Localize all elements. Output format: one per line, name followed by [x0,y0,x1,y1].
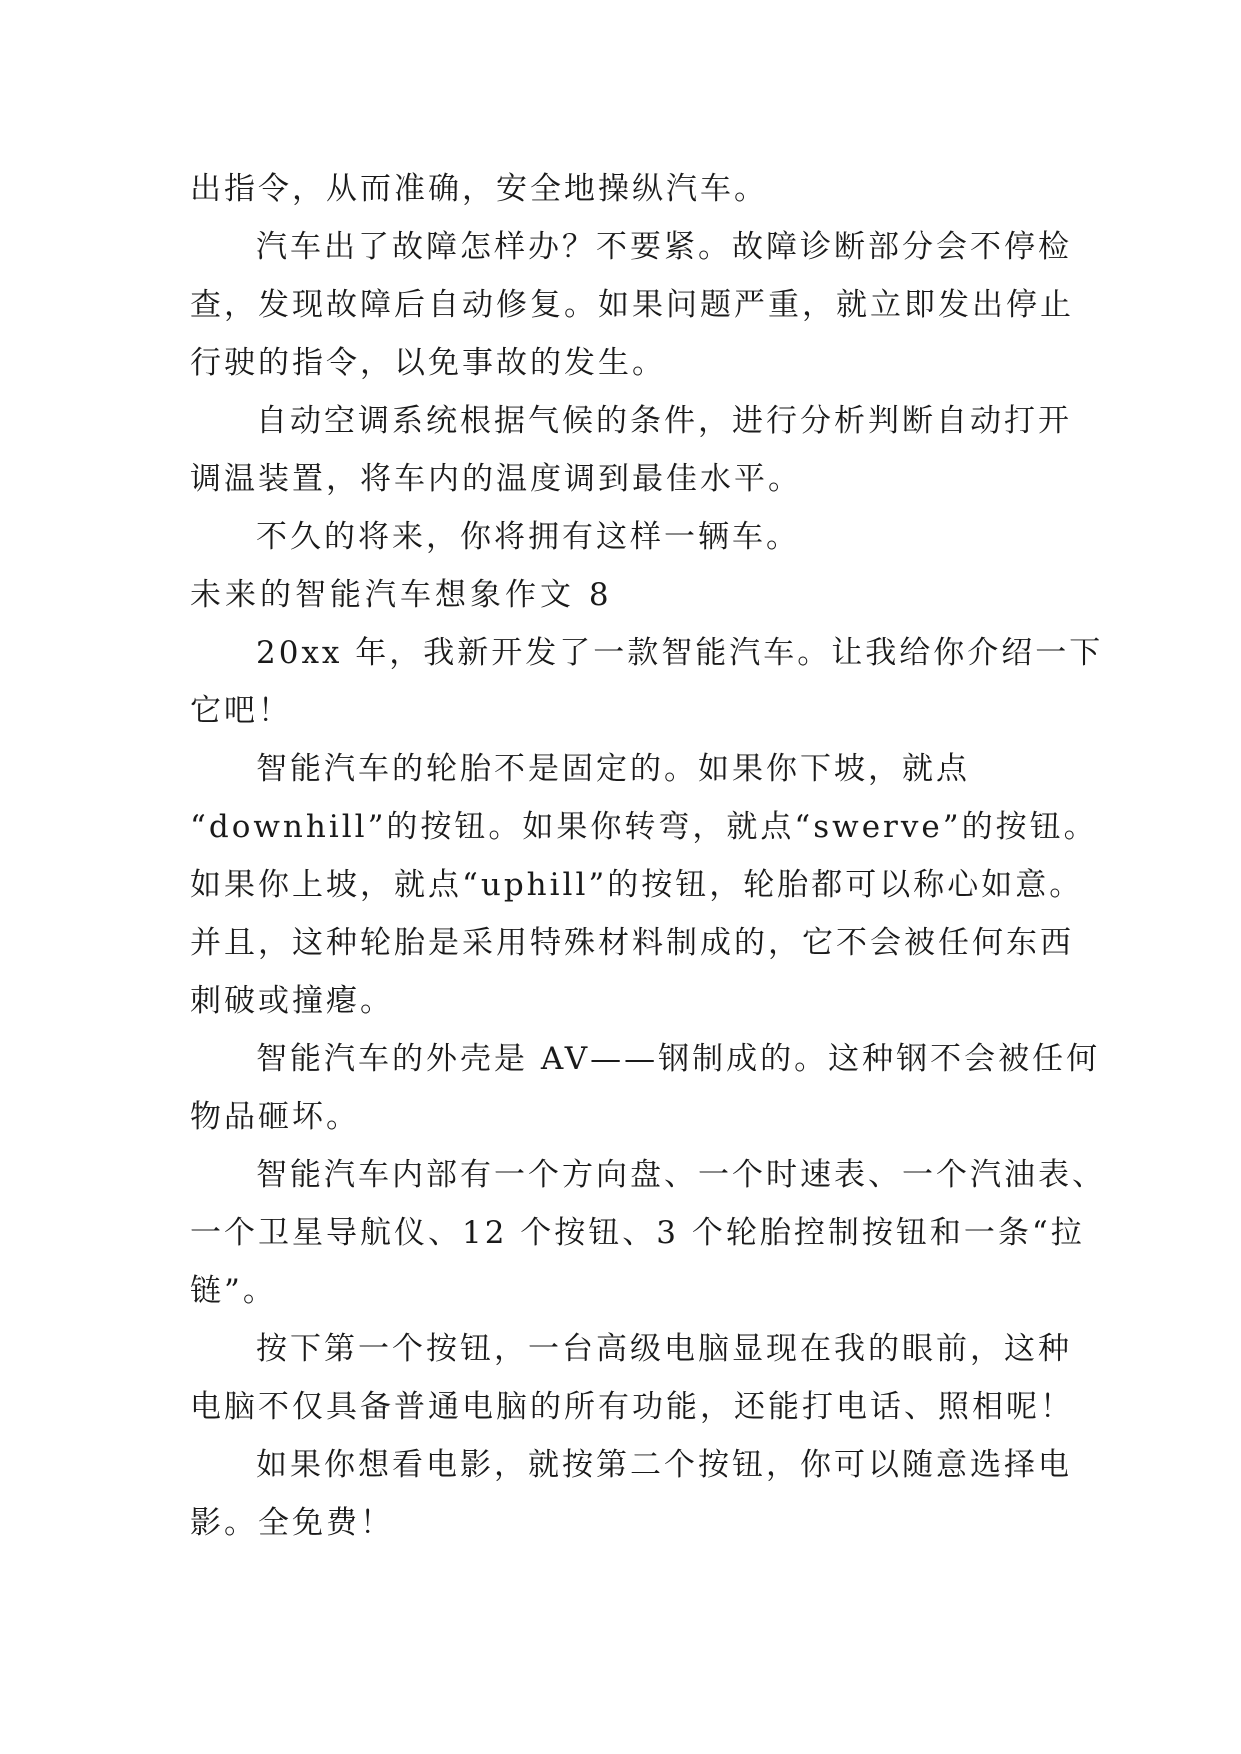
section-heading: 未来的智能汽车想象作文 8 [190,577,613,613]
text-line: 它吧！ [190,693,292,729]
text-line: 20xx 年，我新开发了一款智能汽车。让我给你介绍一下 [256,635,1104,671]
text-line: 行驶的指令，以免事故的发生。 [190,345,666,381]
text-line: 如果你上坡，就点“uphill”的按钮，轮胎都可以称心如意。 [190,867,1084,903]
text-line: 按下第一个按钮，一台高级电脑显现在我的眼前，这种 [256,1331,1072,1367]
text-line: 如果你想看电影，就按第二个按钮，你可以随意选择电 [256,1447,1072,1483]
text-line: 影。全免费！ [190,1505,394,1541]
text-line: 链”。 [190,1273,277,1309]
text-line: 电脑不仅具备普通电脑的所有功能，还能打电话、照相呢！ [190,1389,1074,1425]
text-line: 查，发现故障后自动修复。如果问题严重，就立即发出停止 [190,287,1074,323]
document-body [190,160,1106,1552]
text-line: 汽车出了故障怎样办？不要紧。故障诊断部分会不停检 [256,229,1072,265]
text-line: 出指令，从而准确，安全地操纵汽车。 [190,171,768,207]
text-line: 自动空调系统根据气候的条件，进行分析判断自动打开 [256,403,1072,439]
text-line: 智能汽车内部有一个方向盘、一个时速表、一个汽油表、 [256,1157,1106,1193]
text-line: 不久的将来，你将拥有这样一辆车。 [256,519,800,555]
text-line: 刺破或撞瘪。 [190,983,394,1019]
text-line: 并且，这种轮胎是采用特殊材料制成的，它不会被任何东西 [190,925,1074,961]
text-line: 智能汽车的外壳是 AV——钢制成的。这种钢不会被任何 [256,1041,1101,1077]
text-line: 一个卫星导航仪、12 个按钮、3 个轮胎控制按钮和一条“拉 [190,1215,1085,1251]
text-line: 智能汽车的轮胎不是固定的。如果你下坡，就点 [256,751,970,787]
text-line: 调温装置，将车内的温度调到最佳水平。 [190,461,802,497]
text-line: 物品砸坏。 [190,1099,360,1135]
text-line: “downhill”的按钮。如果你转弯，就点“swerve”的按钮。 [190,809,1098,845]
